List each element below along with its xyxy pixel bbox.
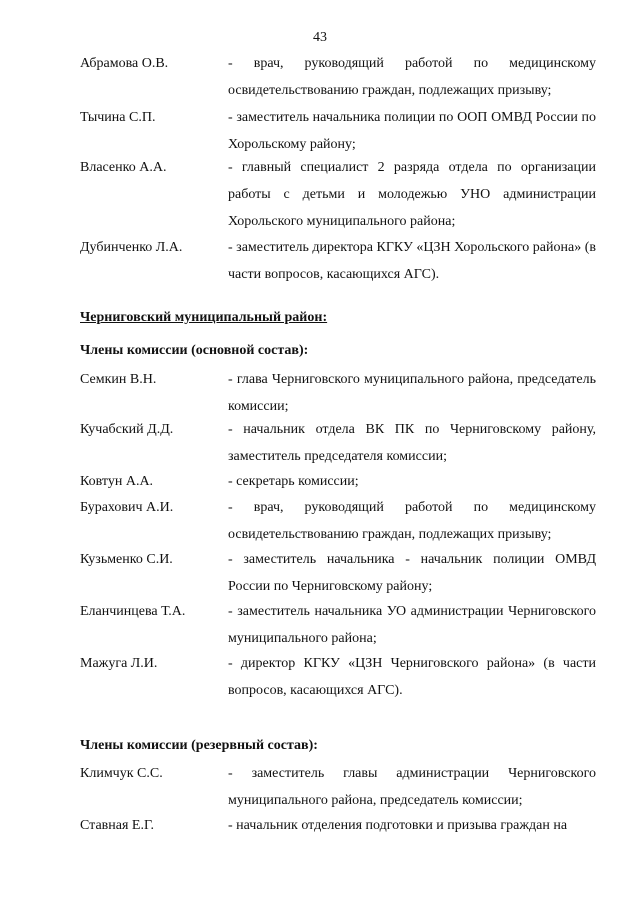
member-role: - начальник отделения подготовки и призыва граждан на bbox=[228, 818, 568, 833]
member-name: Кузьменко С.И. bbox=[80, 552, 173, 567]
member-role: - глава Черниговского муниципального района, председатель комиссии; bbox=[228, 372, 596, 414]
member-name: Климчук С.С. bbox=[80, 766, 163, 781]
main-composition-title: Члены комиссии (основной состав): bbox=[80, 343, 309, 358]
member-role: - секретарь комиссии; bbox=[228, 474, 359, 489]
member-name: Дубинченко Л.А. bbox=[80, 240, 183, 255]
member-name: Кучабский Д.Д. bbox=[80, 422, 174, 437]
member-name: Еланчинцева Т.А. bbox=[80, 604, 186, 619]
member-name: Тычина С.П. bbox=[80, 110, 156, 125]
member-role: - заместитель директора КГКУ «ЦЗН Хорольского района» (в части вопросов, касающихся АГС). bbox=[228, 240, 596, 282]
member-name: Бурахович А.И. bbox=[80, 500, 174, 515]
member-role: - заместитель начальника - начальник полиции ОМВД России по Черниговскому району; bbox=[228, 552, 596, 594]
member-name: Мажуга Л.И. bbox=[80, 656, 158, 671]
member-role: - главный специалист 2 разряда отдела по организации работы с детьми и молодежью УНО администрации Хорольского муниципального района; bbox=[228, 160, 596, 229]
member-role: - врач, руководящий работой по медицинскому освидетельствованию граждан, подлежащих призыву; bbox=[228, 56, 596, 98]
member-name: Ставная Е.Г. bbox=[80, 818, 154, 833]
section-title: Черниговский муниципальный район: bbox=[80, 310, 328, 325]
page-number: 43 bbox=[313, 30, 327, 45]
member-name: Семкин В.Н. bbox=[80, 372, 157, 387]
member-role: - заместитель начальника УО администрации Черниговского муниципального района; bbox=[228, 604, 596, 646]
member-role: - директор КГКУ «ЦЗН Черниговского района» (в части вопросов, касающихся АГС). bbox=[228, 656, 596, 698]
member-role: - заместитель главы администрации Черниговского муниципального района, председатель комиссии; bbox=[228, 766, 596, 808]
reserve-composition-title: Члены комиссии (резервный состав): bbox=[80, 738, 318, 753]
member-role: - врач, руководящий работой по медицинскому освидетельствованию граждан, подлежащих призыву; bbox=[228, 500, 596, 542]
member-name: Абрамова О.В. bbox=[80, 56, 169, 71]
member-name: Ковтун А.А. bbox=[80, 474, 154, 489]
member-name: Власенко А.А. bbox=[80, 160, 167, 175]
member-role: - начальник отдела ВК ПК по Черниговскому району, заместитель председателя комиссии; bbox=[228, 422, 596, 464]
member-role: - заместитель начальника полиции по ООП ОМВД России по Хорольскому району; bbox=[228, 110, 596, 152]
